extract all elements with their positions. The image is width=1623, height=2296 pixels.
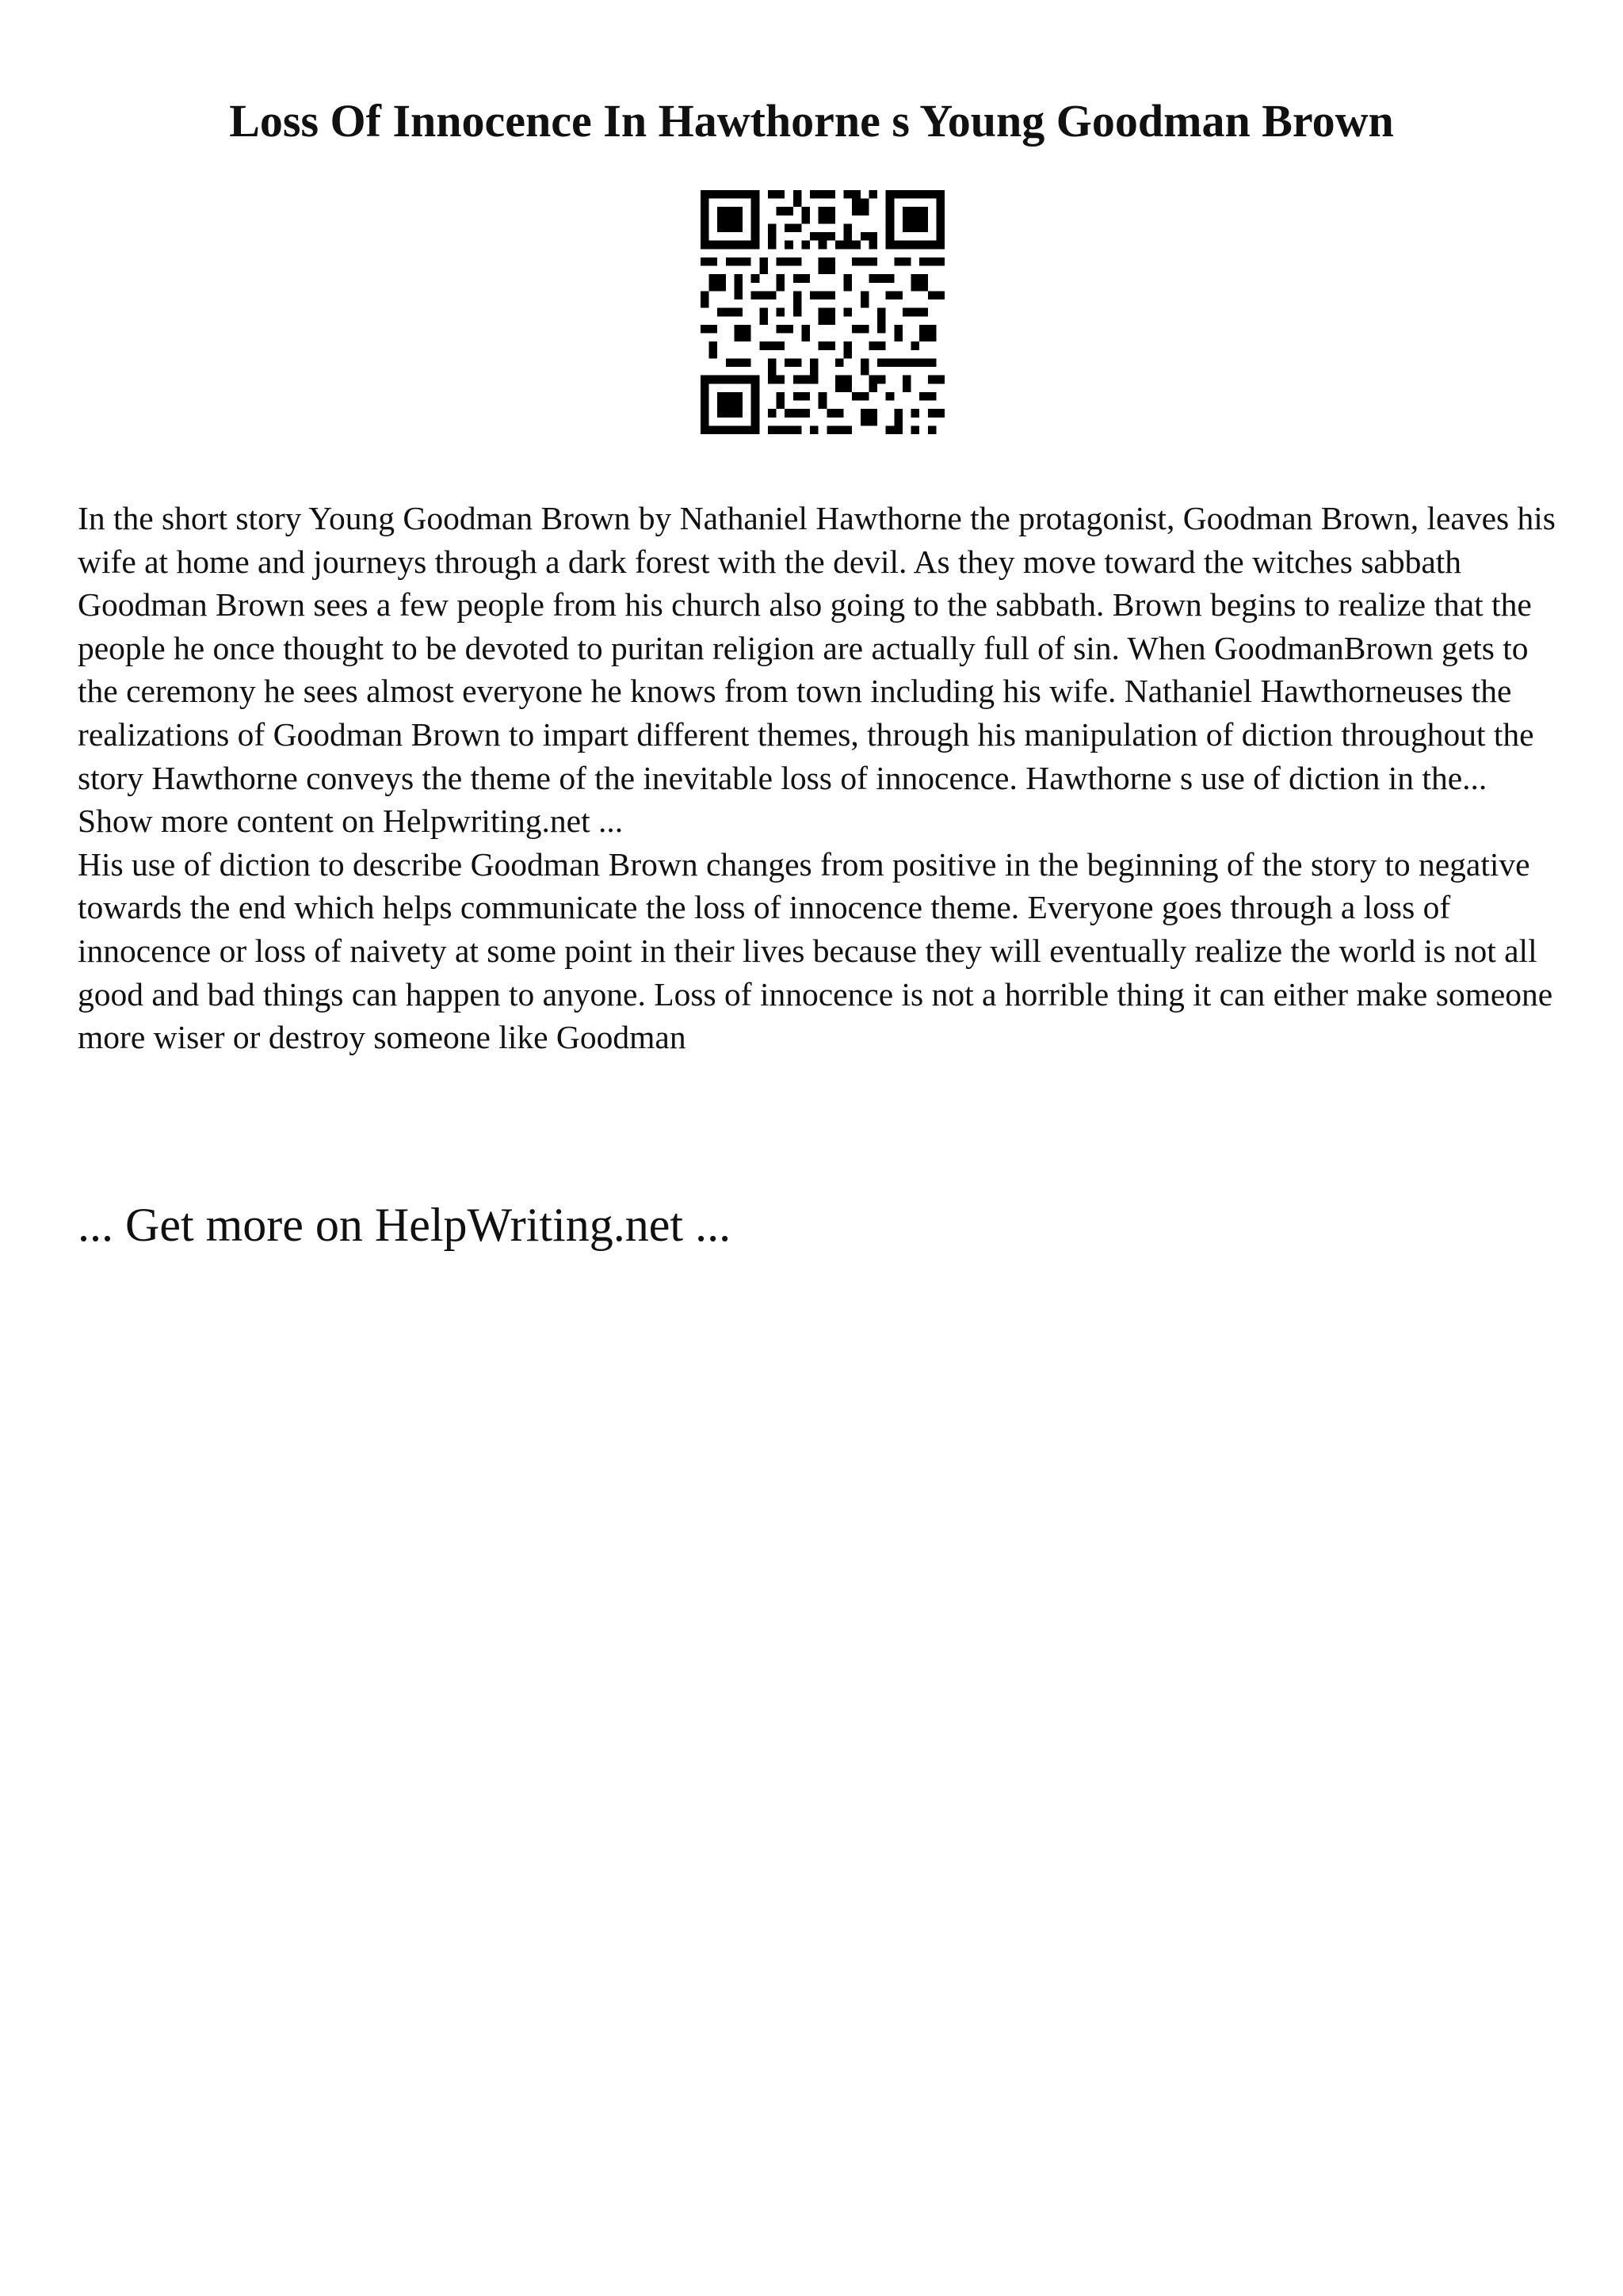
get-more-link[interactable]: ... Get more on HelpWriting.net ...: [78, 1199, 731, 1251]
document-title: Loss Of Innocence In Hawthorne s Young Goodman Brown: [229, 95, 1394, 147]
paragraph-2: His use of diction to describe Goodman Brown changes from positive in the beginning of the story to negative towards the end which helps communicate the loss of innocence theme. Everyone goes through a loss of innocence or loss of naivety at some point in their lives because they will eventually realize the world is not all good and bad things can happen to anyone. Loss of innocence is not a horrible thing it can either make someone more wiser or destroy someone like Goodman: [78, 845, 1553, 1056]
article-body: [78, 497, 1568, 1059]
qr-code-graphic: [701, 190, 945, 434]
qr-code-icon[interactable]: [701, 190, 945, 434]
paragraph-1: In the short story Young Goodman Brown by Nathaniel Hawthorne the protagonist, Goodman Brown, leaves his wife at home and journeys through a dark forest with the devil. As they move toward the witches sabbath Goodman Brown sees a few people from his church also going to the sabbath. Brown begins to realize that the people he once thought to be devoted to puritan religion are actually full of sin. When GoodmanBrown gets to the ceremony he sees almost everyone he knows from town including his wife. Nathaniel Hawthorneuses the realizations of Goodman Brown to impart different themes, through his manipulation of diction throughout the story Hawthorne conveys the theme of the inevitable loss of innocence. Hawthorne s use of diction in the... Show more content on Helpwriting.net ...: [78, 500, 1556, 840]
